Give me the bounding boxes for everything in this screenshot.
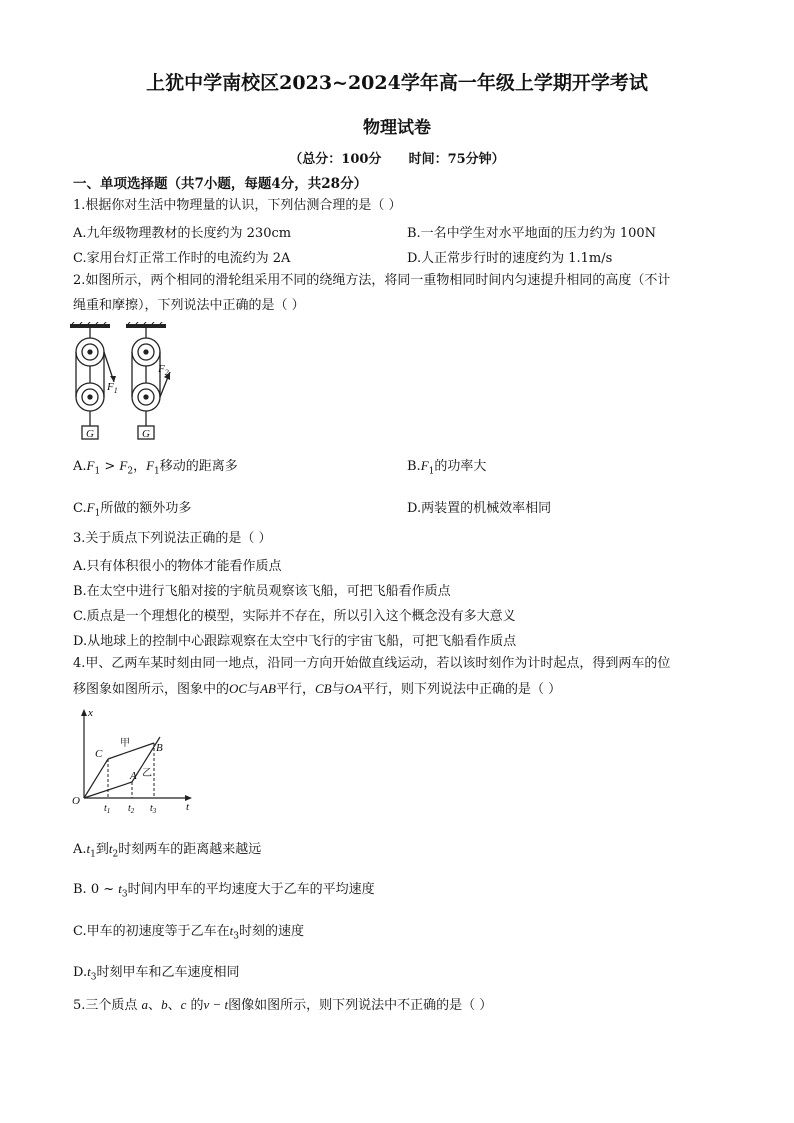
point-c-label: C (95, 748, 103, 760)
axis-label-x: x (88, 707, 93, 719)
q3-stem: 3.关于质点下列说法正确的是（ ） (73, 531, 272, 546)
label-jia: 甲 (120, 738, 130, 749)
q1-option-b: B.一名中学生对水平地面的压力约为 100N (407, 226, 657, 241)
tick-t2: $t_2$ (128, 803, 135, 815)
force1-label: $F_1$ (107, 381, 118, 395)
load-label-right: G (142, 428, 150, 440)
q3-option-b: B.在太空中进行飞船对接的宇航员观察该飞船，可把飞船看作质点 (73, 584, 451, 599)
q2-option-d: D.两装置的机械效率相同 (407, 501, 552, 516)
q5-stem: 5.三个质点 a、b、c 的v − t图像如图所示，则下列说法中不正确的是（ ） (73, 997, 493, 1013)
q4-option-a: $A.t_1$到$t_2$时刻两车的距离越来越远 (73, 841, 262, 860)
q1-option-a: A.九年级物理教材的长度约为 230cm (73, 226, 292, 241)
q4-stem-line1: 4.甲、乙两车某时刻由同一地点，沿同一方向开始做直线运动，若以该时刻作为计时起点，得到两车的位 (73, 656, 671, 671)
q1-option-c: C.家用台灯正常工作时的电流约为 2A (73, 251, 291, 266)
load-label-left: G (86, 428, 94, 440)
axis-label-t: t (186, 801, 190, 813)
q3-option-a: A.只有体积很小的物体才能看作质点 (73, 559, 282, 574)
q3-option-d: D.从地球上的控制中心跟踪观察在太空中飞行的宇宙飞船，可把飞船看作质点 (73, 634, 517, 649)
q4-option-b: B. 0 ~ $t_3$时间内甲车的平均速度大于乙车的平均速度 (73, 881, 375, 900)
origin-label: O (72, 795, 80, 807)
pulley-system-right (132, 328, 170, 439)
exam-info: （总分：100分 时间：75分钟） (289, 152, 505, 167)
q1-stem: 1.根据你对生活中物理量的认识，下列估测合理的是（ ） (73, 198, 402, 213)
q1-option-d: D.人正常步行时的速度约为 1.1m/s (407, 251, 613, 266)
tick-t1: $t_1$ (104, 803, 111, 815)
q4-option-d: $D.t_3$时刻甲车和乙车速度相同 (73, 964, 240, 983)
q2-option-c: $C.F_1$所做的额外功多 (73, 500, 192, 519)
q3-option-c: C.质点是一个理想化的模型，实际并不存在，所以引入这个概念没有多大意义 (73, 609, 516, 624)
force2-label: $F_2$ (158, 363, 169, 377)
q4-option-c: C.甲车的初速度等于乙车在$t_3$时刻的速度 (73, 923, 304, 942)
xt-graph (68, 704, 196, 816)
point-b-label: B (156, 742, 163, 754)
q4-stem-line2: 移图象如图所示，图象中的OC与AB平行，CB与OA平行，则下列说法中正确的是（ ） (73, 681, 562, 697)
label-yi: 乙 (142, 768, 152, 779)
section-heading: 一、单项选择题（共7小题，每题4分，共28分） (73, 176, 368, 192)
q2-stem-line2: 绳重和摩擦），下列说法中正确的是（ ） (73, 298, 305, 313)
exam-title: 上犹中学南校区2023~2024学年高一年级上学期开学考试 (146, 72, 648, 94)
ceiling-right (126, 322, 166, 328)
ceiling-left (70, 322, 110, 328)
line-oc (84, 759, 108, 798)
q2-stem-line1: 2.如图所示，两个相同的滑轮组采用不同的绕绳方法，将同一重物相同时间内匀速提升相同的高度（不计 (73, 273, 671, 288)
q2-option-a: $A.F_1 > F_2$，$F_1$移动的距离多 (73, 458, 238, 477)
tick-t3: $t_3$ (150, 803, 157, 815)
point-a-label: A (130, 770, 137, 782)
q2-option-b: $B.F_1$的功率大 (407, 458, 487, 477)
exam-subtitle: 物理试卷 (363, 118, 431, 138)
pulley-figure (66, 322, 176, 440)
